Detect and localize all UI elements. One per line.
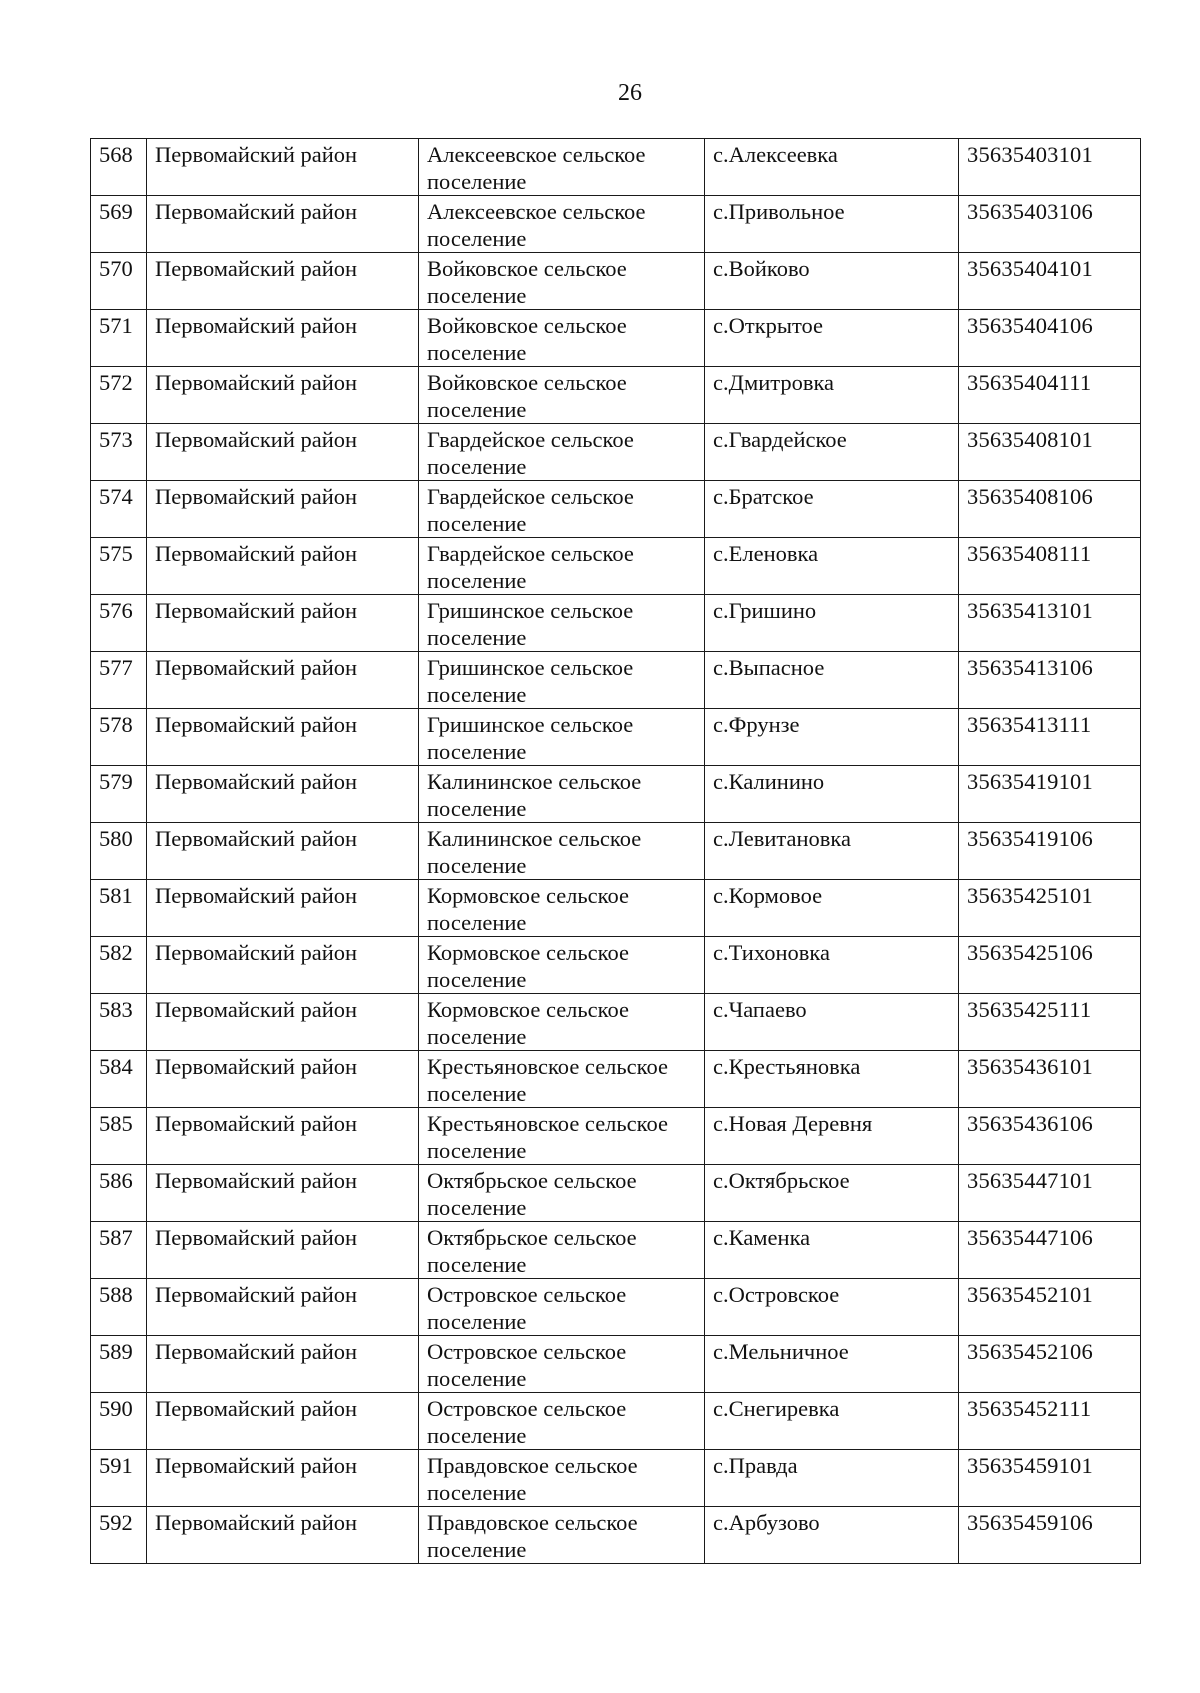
village-cell: с.Войково xyxy=(705,253,959,310)
table-row xyxy=(91,253,1141,310)
oktmo-code-cell: 35635425111 xyxy=(959,994,1141,1051)
settlement-type: поселение xyxy=(427,1537,527,1562)
oktmo-code-cell: 35635447106 xyxy=(959,1222,1141,1279)
settlement-name: Правдовское сельское xyxy=(427,1510,638,1535)
settlement-registry-table xyxy=(90,138,1141,1564)
district-cell: Первомайский район xyxy=(147,1450,419,1507)
village-cell: с.Тихоновка xyxy=(705,937,959,994)
table-row xyxy=(91,424,1141,481)
table-row xyxy=(91,1165,1141,1222)
table-row xyxy=(91,709,1141,766)
settlement-name: Островское сельское xyxy=(427,1282,627,1307)
district-cell: Первомайский район xyxy=(147,424,419,481)
oktmo-code-cell: 35635436101 xyxy=(959,1051,1141,1108)
row-number-cell: 571 xyxy=(91,310,147,367)
settlement-cell xyxy=(419,709,705,766)
village-cell: с.Левитановка xyxy=(705,823,959,880)
row-number-cell: 581 xyxy=(91,880,147,937)
table-row xyxy=(91,1222,1141,1279)
row-number-cell: 587 xyxy=(91,1222,147,1279)
row-number-cell: 584 xyxy=(91,1051,147,1108)
settlement-type: поселение xyxy=(427,967,527,992)
settlement-name: Калининское сельское xyxy=(427,826,642,851)
village-cell: с.Мельничное xyxy=(705,1336,959,1393)
settlement-type: поселение xyxy=(427,1195,527,1220)
settlement-type: поселение xyxy=(427,1423,527,1448)
village-cell: с.Братское xyxy=(705,481,959,538)
settlement-cell xyxy=(419,880,705,937)
settlement-name: Гришинское сельское xyxy=(427,712,634,737)
settlement-cell xyxy=(419,994,705,1051)
district-cell: Первомайский район xyxy=(147,880,419,937)
oktmo-code-cell: 35635452111 xyxy=(959,1393,1141,1450)
settlement-cell xyxy=(419,1165,705,1222)
settlement-cell xyxy=(419,1108,705,1165)
settlement-type: поселение xyxy=(427,796,527,821)
oktmo-code-cell: 35635447101 xyxy=(959,1165,1141,1222)
table-row xyxy=(91,937,1141,994)
page-number: 26 xyxy=(618,80,642,106)
village-cell: с.Фрунзе xyxy=(705,709,959,766)
settlement-name: Гришинское сельское xyxy=(427,598,634,623)
settlement-cell xyxy=(419,367,705,424)
settlement-name: Войковское сельское xyxy=(427,370,627,395)
oktmo-code-cell: 35635419106 xyxy=(959,823,1141,880)
settlement-type: поселение xyxy=(427,1309,527,1334)
village-cell: с.Чапаево xyxy=(705,994,959,1051)
settlement-type: поселение xyxy=(427,1138,527,1163)
table-row xyxy=(91,139,1141,196)
table-row xyxy=(91,652,1141,709)
settlement-type: поселение xyxy=(427,1480,527,1505)
settlement-type: поселение xyxy=(427,853,527,878)
oktmo-code-cell: 35635413106 xyxy=(959,652,1141,709)
table-row xyxy=(91,994,1141,1051)
settlement-name: Гвардейское сельское xyxy=(427,427,634,452)
settlement-cell xyxy=(419,196,705,253)
district-cell: Первомайский район xyxy=(147,994,419,1051)
village-cell: с.Гришино xyxy=(705,595,959,652)
row-number-cell: 583 xyxy=(91,994,147,1051)
settlement-cell xyxy=(419,652,705,709)
settlement-name: Гвардейское сельское xyxy=(427,484,634,509)
settlement-cell xyxy=(419,937,705,994)
settlement-cell xyxy=(419,1450,705,1507)
settlement-cell xyxy=(419,1222,705,1279)
table-row xyxy=(91,880,1141,937)
settlement-name: Алексеевское сельское xyxy=(427,199,646,224)
settlement-type: поселение xyxy=(427,568,527,593)
row-number-cell: 580 xyxy=(91,823,147,880)
settlement-type: поселение xyxy=(427,682,527,707)
district-cell: Первомайский район xyxy=(147,1279,419,1336)
settlement-name: Крестьяновское сельское xyxy=(427,1054,668,1079)
settlement-cell xyxy=(419,595,705,652)
settlement-name: Кормовское сельское xyxy=(427,883,629,908)
settlement-name: Войковское сельское xyxy=(427,256,627,281)
district-cell: Первомайский район xyxy=(147,766,419,823)
district-cell: Первомайский район xyxy=(147,367,419,424)
oktmo-code-cell: 35635452106 xyxy=(959,1336,1141,1393)
settlement-type: поселение xyxy=(427,283,527,308)
settlement-type: поселение xyxy=(427,340,527,365)
district-cell: Первомайский район xyxy=(147,253,419,310)
district-cell: Первомайский район xyxy=(147,595,419,652)
settlement-cell xyxy=(419,766,705,823)
settlement-cell xyxy=(419,1051,705,1108)
oktmo-code-cell: 35635425106 xyxy=(959,937,1141,994)
row-number-cell: 569 xyxy=(91,196,147,253)
district-cell: Первомайский район xyxy=(147,196,419,253)
row-number-cell: 592 xyxy=(91,1507,147,1564)
oktmo-code-cell: 35635419101 xyxy=(959,766,1141,823)
table-row xyxy=(91,538,1141,595)
settlement-name: Островское сельское xyxy=(427,1339,627,1364)
settlement-type: поселение xyxy=(427,1252,527,1277)
oktmo-code-cell: 35635413101 xyxy=(959,595,1141,652)
settlement-name: Кормовское сельское xyxy=(427,997,629,1022)
district-cell: Первомайский район xyxy=(147,538,419,595)
village-cell: с.Правда xyxy=(705,1450,959,1507)
village-cell: с.Снегиревка xyxy=(705,1393,959,1450)
district-cell: Первомайский район xyxy=(147,823,419,880)
village-cell: с.Выпасное xyxy=(705,652,959,709)
oktmo-code-cell: 35635403101 xyxy=(959,139,1141,196)
settlement-type: поселение xyxy=(427,1024,527,1049)
settlement-cell xyxy=(419,1507,705,1564)
village-cell: с.Островское xyxy=(705,1279,959,1336)
oktmo-code-cell: 35635404106 xyxy=(959,310,1141,367)
row-number-cell: 572 xyxy=(91,367,147,424)
village-cell: с.Кормовое xyxy=(705,880,959,937)
oktmo-code-cell: 35635403106 xyxy=(959,196,1141,253)
settlement-name: Правдовское сельское xyxy=(427,1453,638,1478)
settlement-name: Алексеевское сельское xyxy=(427,142,646,167)
table-row xyxy=(91,766,1141,823)
oktmo-code-cell: 35635408106 xyxy=(959,481,1141,538)
settlement-name: Островское сельское xyxy=(427,1396,627,1421)
district-cell: Первомайский район xyxy=(147,1051,419,1108)
row-number-cell: 574 xyxy=(91,481,147,538)
settlement-name: Октябрьское сельское xyxy=(427,1225,637,1250)
row-number-cell: 579 xyxy=(91,766,147,823)
table-row xyxy=(91,196,1141,253)
settlement-name: Войковское сельское xyxy=(427,313,627,338)
settlement-name: Крестьяновское сельское xyxy=(427,1111,668,1136)
settlement-cell xyxy=(419,1279,705,1336)
village-cell: с.Калинино xyxy=(705,766,959,823)
row-number-cell: 589 xyxy=(91,1336,147,1393)
village-cell: с.Арбузово xyxy=(705,1507,959,1564)
district-cell: Первомайский район xyxy=(147,1507,419,1564)
settlement-cell xyxy=(419,310,705,367)
village-cell: с.Еленовка xyxy=(705,538,959,595)
village-cell: с.Алексеевка xyxy=(705,139,959,196)
village-cell: с.Крестьяновка xyxy=(705,1051,959,1108)
row-number-cell: 588 xyxy=(91,1279,147,1336)
row-number-cell: 577 xyxy=(91,652,147,709)
district-cell: Первомайский район xyxy=(147,1222,419,1279)
row-number-cell: 575 xyxy=(91,538,147,595)
table-row xyxy=(91,823,1141,880)
oktmo-code-cell: 35635408111 xyxy=(959,538,1141,595)
table-row xyxy=(91,367,1141,424)
settlement-name: Кормовское сельское xyxy=(427,940,629,965)
village-cell: с.Гвардейское xyxy=(705,424,959,481)
settlement-cell xyxy=(419,253,705,310)
district-cell: Первомайский район xyxy=(147,937,419,994)
row-number-cell: 573 xyxy=(91,424,147,481)
oktmo-code-cell: 35635436106 xyxy=(959,1108,1141,1165)
oktmo-code-cell: 35635404101 xyxy=(959,253,1141,310)
oktmo-code-cell: 35635413111 xyxy=(959,709,1141,766)
settlement-cell xyxy=(419,424,705,481)
district-cell: Первомайский район xyxy=(147,652,419,709)
settlement-cell xyxy=(419,823,705,880)
oktmo-code-cell: 35635452101 xyxy=(959,1279,1141,1336)
district-cell: Первомайский район xyxy=(147,1108,419,1165)
village-cell: с.Открытое xyxy=(705,310,959,367)
village-cell: с.Привольное xyxy=(705,196,959,253)
table-row xyxy=(91,1336,1141,1393)
table-row xyxy=(91,1108,1141,1165)
village-cell: с.Октябрьское xyxy=(705,1165,959,1222)
row-number-cell: 585 xyxy=(91,1108,147,1165)
settlement-type: поселение xyxy=(427,397,527,422)
village-cell: с.Каменка xyxy=(705,1222,959,1279)
table-row xyxy=(91,481,1141,538)
settlement-type: поселение xyxy=(427,1081,527,1106)
row-number-cell: 582 xyxy=(91,937,147,994)
settlement-cell xyxy=(419,139,705,196)
village-cell: с.Дмитровка xyxy=(705,367,959,424)
settlement-type: поселение xyxy=(427,511,527,536)
table-row xyxy=(91,1393,1141,1450)
settlement-cell xyxy=(419,481,705,538)
settlement-cell xyxy=(419,538,705,595)
row-number-cell: 568 xyxy=(91,139,147,196)
settlement-type: поселение xyxy=(427,625,527,650)
table-row xyxy=(91,1450,1141,1507)
row-number-cell: 591 xyxy=(91,1450,147,1507)
settlement-type: поселение xyxy=(427,910,527,935)
district-cell: Первомайский район xyxy=(147,709,419,766)
oktmo-code-cell: 35635459106 xyxy=(959,1507,1141,1564)
settlement-cell xyxy=(419,1393,705,1450)
village-cell: с.Новая Деревня xyxy=(705,1108,959,1165)
district-cell: Первомайский район xyxy=(147,139,419,196)
settlement-name: Калининское сельское xyxy=(427,769,642,794)
district-cell: Первомайский район xyxy=(147,310,419,367)
oktmo-code-cell: 35635404111 xyxy=(959,367,1141,424)
row-number-cell: 570 xyxy=(91,253,147,310)
settlement-name: Гвардейское сельское xyxy=(427,541,634,566)
district-cell: Первомайский район xyxy=(147,1165,419,1222)
oktmo-code-cell: 35635425101 xyxy=(959,880,1141,937)
settlement-type: поселение xyxy=(427,169,527,194)
district-cell: Первомайский район xyxy=(147,481,419,538)
district-cell: Первомайский район xyxy=(147,1393,419,1450)
oktmo-code-cell: 35635408101 xyxy=(959,424,1141,481)
settlement-name: Октябрьское сельское xyxy=(427,1168,637,1193)
table-row xyxy=(91,1507,1141,1564)
row-number-cell: 576 xyxy=(91,595,147,652)
table-row xyxy=(91,1051,1141,1108)
row-number-cell: 590 xyxy=(91,1393,147,1450)
row-number-cell: 578 xyxy=(91,709,147,766)
settlement-name: Гришинское сельское xyxy=(427,655,634,680)
oktmo-code-cell: 35635459101 xyxy=(959,1450,1141,1507)
settlement-cell xyxy=(419,1336,705,1393)
table-row xyxy=(91,1279,1141,1336)
table-body xyxy=(91,139,1141,1564)
district-cell: Первомайский район xyxy=(147,1336,419,1393)
table-row xyxy=(91,310,1141,367)
row-number-cell: 586 xyxy=(91,1165,147,1222)
settlement-type: поселение xyxy=(427,739,527,764)
settlement-type: поселение xyxy=(427,454,527,479)
settlement-type: поселение xyxy=(427,1366,527,1391)
settlement-type: поселение xyxy=(427,226,527,251)
table-row xyxy=(91,595,1141,652)
